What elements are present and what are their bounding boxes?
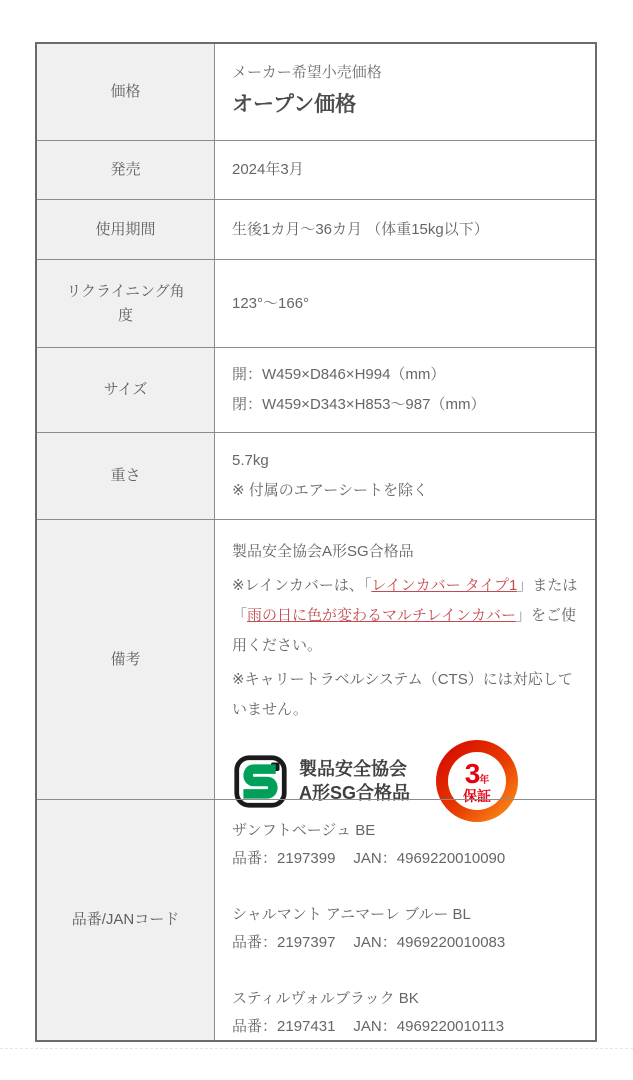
hinban-value: 2197399 <box>277 850 336 867</box>
size-open-value: 開：W459×D846×H994（mm） <box>232 366 446 383</box>
table-row-size <box>37 347 595 432</box>
variant-item <box>232 817 578 873</box>
row-label-weight <box>37 433 215 519</box>
size-closed-value: 閉：W459×D343×H853〜987（mm） <box>232 396 486 413</box>
jan-label: JAN： <box>353 934 397 951</box>
bottom-divider <box>0 1048 633 1049</box>
table-row-price <box>37 44 595 140</box>
variant-codes <box>232 845 578 873</box>
rain-note-suffix: 」をご使用ください。 <box>232 607 576 654</box>
warranty-years-unit: 年 <box>479 774 490 786</box>
row-value-usage-period <box>215 200 595 259</box>
release-date: 2024年3月 <box>232 161 304 178</box>
usage-period-value: 生後1カ月〜36カ月 （体重15kg以下） <box>232 220 489 238</box>
row-label-text: リクライニング角度 <box>66 282 185 324</box>
row-label-release <box>37 141 215 199</box>
row-value-price <box>215 44 595 140</box>
weight-note: ※ 付属のエアーシートを除く <box>232 482 428 499</box>
variant-item <box>232 901 578 957</box>
hinban-label: 品番： <box>232 934 278 951</box>
row-label-text: 重さ <box>110 467 141 484</box>
sg-mark-text-line2: A形SG合格品 <box>299 783 411 803</box>
row-label-notes <box>37 520 215 799</box>
variant-name: シャルマント アニマーレ ブルー BL <box>232 906 471 923</box>
table-row-jan-codes <box>37 799 595 1040</box>
table-row-notes <box>37 519 595 804</box>
table-row-release <box>37 140 595 199</box>
jan-value: 4969220010113 <box>396 1018 505 1035</box>
table-row-weight <box>37 432 595 519</box>
row-value-release <box>215 141 595 199</box>
row-label-recline-angle <box>37 260 215 347</box>
row-label-text: 使用期間 <box>95 220 156 238</box>
price-main-text: オープン価格 <box>232 93 357 116</box>
row-label-usage-period <box>37 200 215 259</box>
row-label-text: 品番/JANコード <box>71 911 180 928</box>
row-value-recline-angle <box>215 260 595 347</box>
variant-codes <box>232 1013 578 1041</box>
variant-item <box>232 985 578 1041</box>
sg-mark-text-line1: 製品安全協会 <box>299 758 407 779</box>
sg-certified-note: 製品安全協会A形SG合格品 <box>232 543 414 560</box>
row-label-jan-codes <box>37 800 215 1040</box>
spec-table <box>35 42 597 1042</box>
row-label-text: 発売 <box>110 161 141 178</box>
row-value-size <box>215 348 595 432</box>
hinban-value: 2197431 <box>277 1018 336 1035</box>
warranty-years-number: 3 <box>464 757 480 789</box>
rain-cover-type1-link[interactable]: レインカバー タイプ1 <box>371 577 518 594</box>
sg-mark-text <box>299 757 410 806</box>
row-label-size <box>37 348 215 432</box>
jan-value: 4969220010090 <box>396 850 506 867</box>
rain-cover-note <box>232 571 578 661</box>
price-subtext: メーカー希望小売価格 <box>232 64 382 81</box>
row-label-price <box>37 44 215 140</box>
row-label-text: サイズ <box>103 381 148 398</box>
variant-name: スティルヴォルブラック BK <box>232 990 419 1007</box>
hinban-label: 品番： <box>232 1018 278 1035</box>
multi-rain-cover-link[interactable]: 雨の日に色が変わるマルチレインカバー <box>247 607 516 624</box>
weight-value: 5.7kg <box>232 452 269 469</box>
jan-label: JAN： <box>353 850 397 867</box>
rain-note-prefix: ※レインカバーは、「 <box>232 577 372 594</box>
table-row-recline-angle <box>37 259 595 347</box>
row-value-weight <box>215 433 595 519</box>
rain-note-mid: 」または「 <box>232 577 578 624</box>
row-value-notes <box>215 520 595 804</box>
row-label-text: 備考 <box>110 650 141 668</box>
jan-value: 4969220010083 <box>396 934 506 951</box>
table-row-usage-period <box>37 199 595 259</box>
recline-angle-value: 123°〜166° <box>232 294 310 312</box>
row-label-text: 価格 <box>110 83 141 100</box>
cts-note: ※キャリートラベルシステム（CTS）には対応していません。 <box>232 671 573 718</box>
variant-name: ザンフトベージュ BE <box>232 822 376 839</box>
variant-codes <box>232 929 578 957</box>
jan-label: JAN： <box>353 1018 397 1035</box>
warranty-badge-top <box>464 757 490 789</box>
warranty-label: 保証 <box>463 787 492 804</box>
hinban-value: 2197397 <box>277 934 336 951</box>
row-value-jan-codes <box>215 800 595 1040</box>
hinban-label: 品番： <box>232 850 278 867</box>
